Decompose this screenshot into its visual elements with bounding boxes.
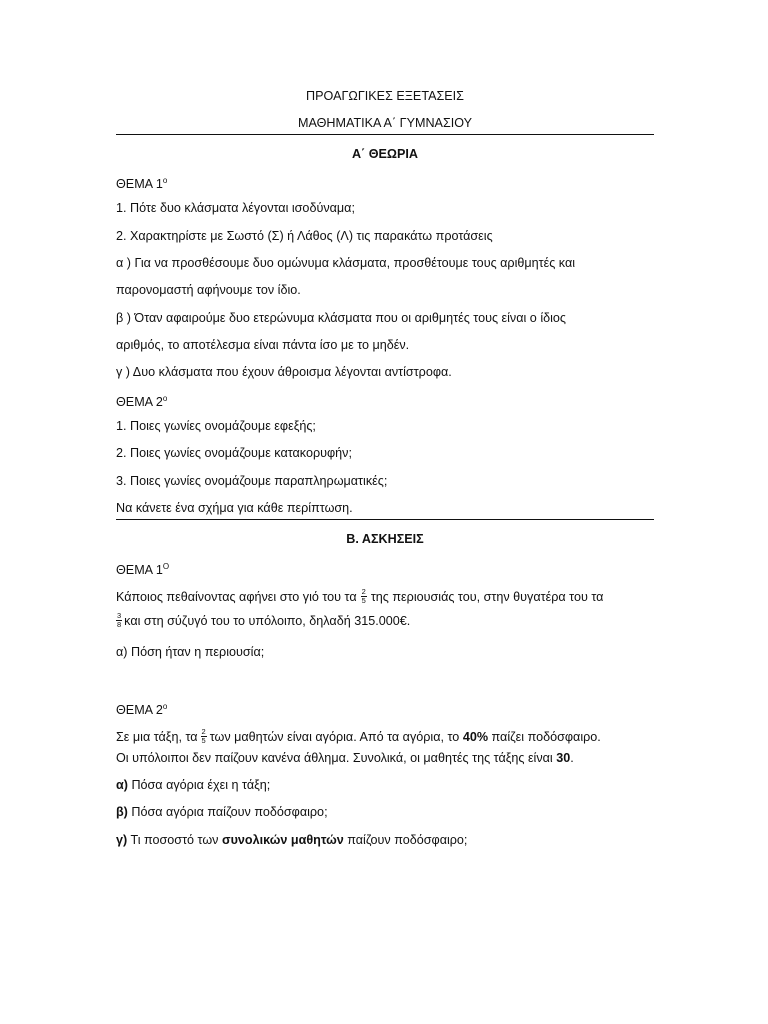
inheritance-problem-line2: $\frac{3}{8}$ και στη σύζυγό του το υπόλοιπο, δηλαδή 315.000€.	[117, 611, 411, 630]
theory-topic2-label: ΘΕΜΑ $2^o$	[116, 394, 168, 410]
exercise-topic2-label: ΘΕΜΑ $2^o$	[116, 702, 168, 718]
class-question-b: β) Πόσα αγόρια παίζουν ποδόσφαιρο;	[116, 805, 328, 819]
theory-topic1-label: ΘΕΜΑ $1^o$	[116, 176, 168, 192]
theory-question-1: 1. Πότε δυο κλάσματα λέγονται ισοδύναμα;	[116, 201, 355, 215]
inheritance-problem-line1: Κάποιος πεθαίνοντας αφήνει στο γιό του τα $\frac{2}{5}$ της περιουσιάς του, στην θυγατέρα του τα	[116, 587, 604, 606]
theory-question-2: 2. Χαρακτηρίστε με Σωστό (Σ) ή Λάθος (Λ) τις παρακάτω προτάσεις	[116, 229, 493, 243]
class-problem-line2: Οι υπόλοιποι δεν παίζουν κανένα άθλημα. Συνολικά, οι μαθητές της τάξης είναι 30.	[116, 751, 574, 765]
fraction-two-fifths: $\frac{2}{5}$	[361, 587, 366, 606]
exercises-heading: Β. ΑΣΚΗΣΕΙΣ	[346, 532, 424, 546]
angles-question-1: 1. Ποιες γωνίες ονομάζουμε εφεξής;	[116, 419, 316, 433]
class-question-c: γ) Τι ποσοστό των συνολικών μαθητών παίζουν ποδόσφαιρο;	[116, 833, 468, 847]
statement-a-line2: παρονομαστή αφήνουμε τον ίδιο.	[116, 283, 301, 297]
header-divider	[116, 134, 654, 135]
statement-b-line2: αριθμός, το αποτέλεσμα είναι πάντα ίσο με το μηδέν.	[116, 338, 410, 352]
angles-question-3: 3. Ποιες γωνίες ονομάζουμε παραπληρωματικές;	[116, 474, 388, 488]
subject-title: ΜΑΘΗΜΑΤΙΚΑ Α΄ ΓΥΜΝΑΣΙΟΥ	[297, 116, 473, 130]
drawing-instruction: Να κάνετε ένα σχήμα για κάθε περίπτωση.	[116, 501, 353, 515]
class-problem-line1: Σε μια τάξη, τα $\frac{2}{5}$ των μαθητών είναι αγόρια. Από τα αγόρια, το 40% παίζει ποδόσφαιρο.	[116, 727, 601, 746]
fraction-three-eighths: $\frac{3}{8}$	[117, 611, 122, 630]
theory-heading: Α΄ ΘΕΩΡΙΑ	[351, 147, 419, 161]
angles-question-2: 2. Ποιες γωνίες ονομάζουμε κατακορυφήν;	[116, 446, 352, 460]
statement-c: γ ) Δυο κλάσματα που έχουν άθροισμα λέγονται αντίστροφα.	[116, 365, 452, 379]
fraction-two-fifths-class: $\frac{2}{5}$	[201, 727, 206, 746]
exam-title: ΠΡΟΑΓΩΓΙΚΕΣ ΕΞΕΤΑΣΕΙΣ	[306, 89, 464, 103]
statement-b-line1: β ) Όταν αφαιρούμε δυο ετερώνυμα κλάσματα που οι αριθμητές τους είναι ο ίδιος	[116, 311, 566, 325]
inheritance-question-a: α) Πόση ήταν η περιουσία;	[116, 645, 265, 659]
section-divider	[116, 519, 654, 520]
class-question-a: α) Πόσα αγόρια έχει η τάξη;	[116, 778, 271, 792]
statement-a-line1: α ) Για να προσθέσουμε δυο ομώνυμα κλάσματα, προσθέτουμε τους αριθμητές και	[116, 256, 576, 270]
exercise-topic1-label: ΘΕΜΑ $1^O$	[116, 562, 170, 578]
